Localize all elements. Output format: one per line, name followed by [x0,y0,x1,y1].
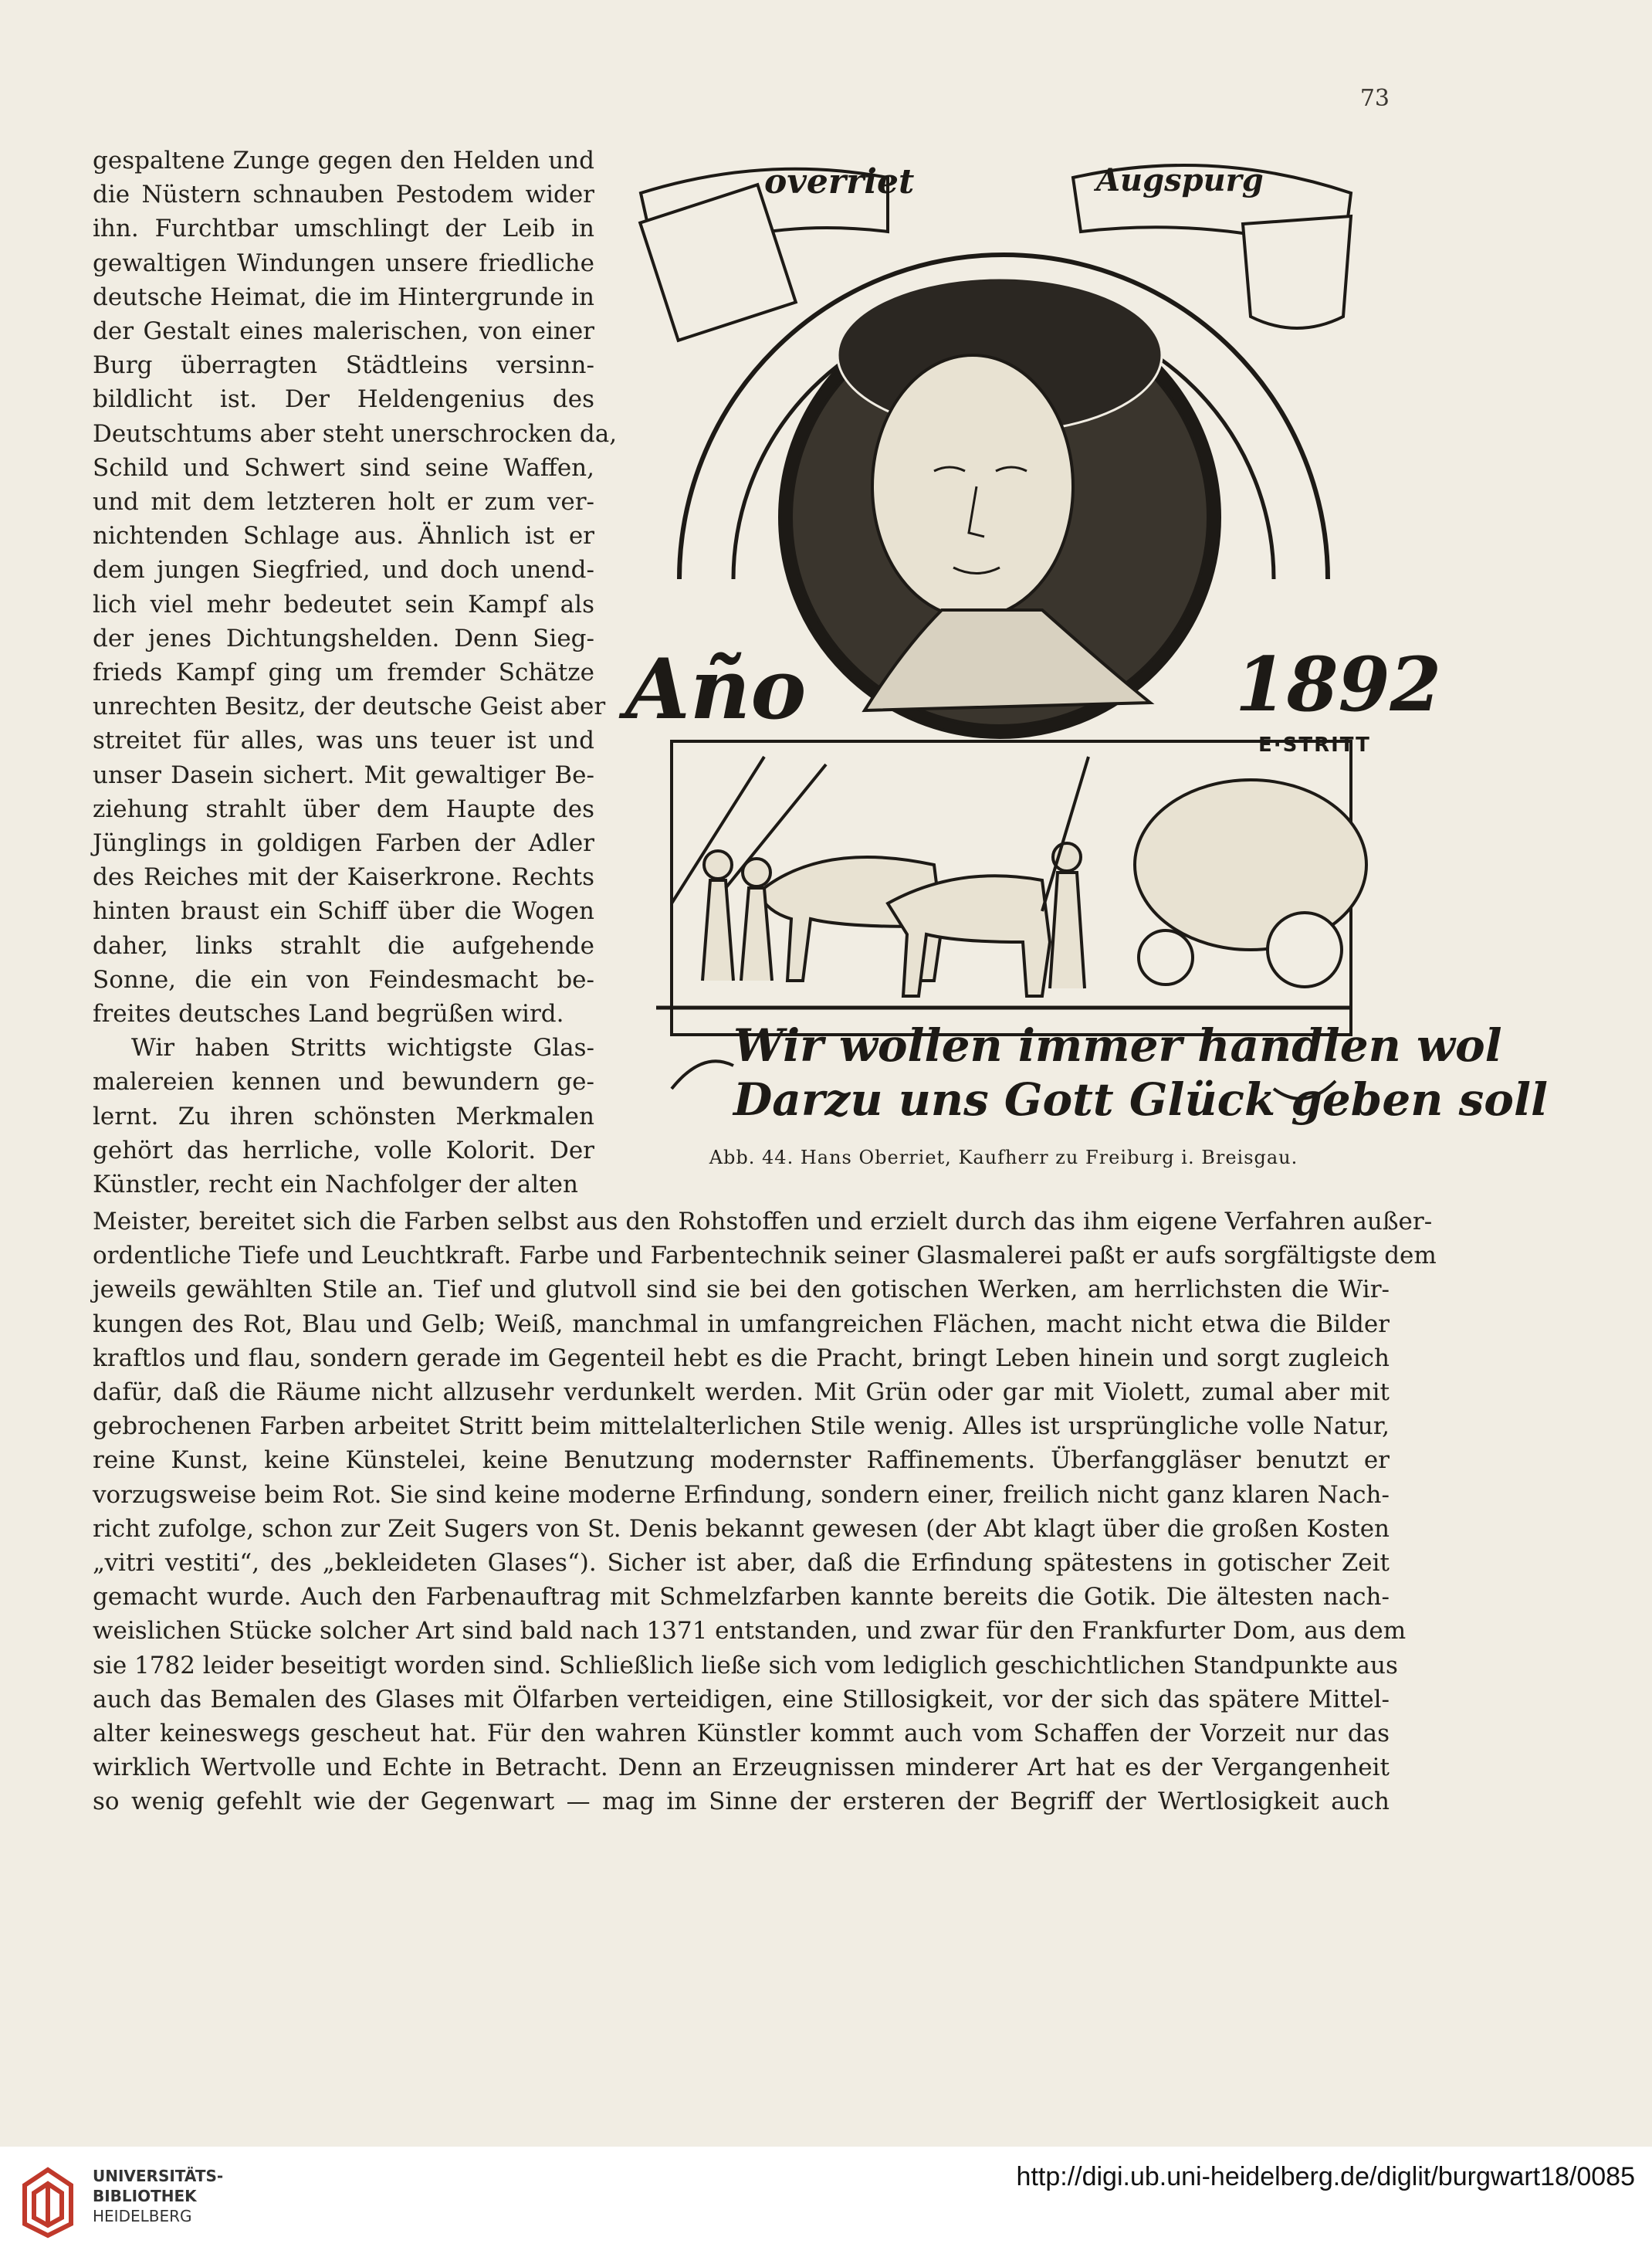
column-text-line: Sonne, die ein von Feindesmacht be- [93,965,594,994]
anno-text: Año [625,641,807,738]
column-text-line: hinten braust ein Schiff über die Wogen [93,897,594,926]
page-number: 73 [1359,85,1390,112]
column-text-line: Künstler, recht ein Nachfolger der alten [93,1171,578,1198]
column-text-line: Deutschtums aber steht unerschrocken da, [93,419,618,448]
full-text-line: ordentliche Tiefe und Leuchtkraft. Farbe und Farbentechnik seiner Glasmalerei paßt er aufs sorgfältigste dem [93,1242,1437,1270]
full-text-line: reine Kunst, keine Künstelei, keine Benutzung modernster Raffinements. Überfanggläser benutzt er [93,1446,1390,1475]
illustration-hans-oberriet [610,147,1549,1143]
banner-right-text: Augspurg [1096,162,1264,198]
column-text-line: Schild und Schwert sind seine Waffen, [93,453,594,482]
column-text-line: deutsche Heimat, die im Hintergrunde in [93,283,594,311]
column-text-line: Jünglings in goldigen Farben der Adler [93,829,594,857]
column-text-line: der Gestalt eines malerischen, von einer [93,317,594,345]
column-text-line: unser Dasein sichert. Mit gewaltiger Be- [93,761,594,789]
soldier-3 [1050,873,1085,988]
full-text-line: auch das Bemalen des Glases mit Ölfarben verteidigen, eine Stillosigkeit, vor der sich das spätere Mittel- [93,1685,1390,1713]
figure-caption: Abb. 44. Hans Oberriet, Kaufherr zu Freiburg i. Breisgau. [709,1147,1298,1168]
column-text-line: malereien kennen und bewundern ge- [93,1068,594,1096]
column-text-line: die Nüstern schnauben Pestodem wider [93,181,594,209]
library-name-line-3: HEIDELBERG [93,2207,192,2225]
motto-line-2: Darzu uns Gott Glück geben soll [733,1073,1549,1126]
column-text-line: gehört das herrliche, volle Kolorit. Der [93,1136,594,1164]
column-text-line: gespaltene Zunge gegen den Helden und [93,147,594,175]
full-text-line: gebrochenen Farben arbeitet Stritt beim mittelalterlichen Stile wenig. Alles ist ursprüngliche volle Natur, [93,1412,1390,1441]
column-text-line: dem jungen Siegfried, und doch unend- [93,556,594,585]
university-logo-icon [17,2162,82,2239]
full-text-line: vorzugsweise beim Rot. Sie sind keine moderne Erfindung, sondern einer, freilich nicht ganz klaren Nach- [93,1480,1390,1509]
column-text-line: und mit dem letzteren holt er zum ver- [93,488,594,516]
full-text-line: Meister, bereitet sich die Farben selbst aus den Rohstoffen und erzielt durch das ihm eigene Verfahren außer- [93,1208,1433,1235]
column-text-line: frieds Kampf ging um fremder Schätze [93,659,594,686]
full-text-line: „vitri vestiti“, des „bekleideten Glases“). Sicher ist aber, daß die Erfindung spätestens in gotischer Zeit [93,1549,1390,1577]
column-text-line: des Reiches mit der Kaiserkrone. Rechts [93,863,594,892]
library-name-line-1: UNIVERSITÄTS- [93,2167,224,2185]
full-text-line: kungen des Rot, Blau und Gelb; Weiß, manchmal in umfangreichen Flächen, macht nicht etwa die Bilder [93,1310,1390,1338]
column-text-line: gewaltigen Windungen unsere friedliche [93,249,594,277]
full-text-line: so wenig gefehlt wie der Gegenwart — mag im Sinne der ersteren der Begriff der Wertlosigkeit auch [93,1788,1390,1816]
full-text-line: richt zufolge, schon zur Zeit Sugers von St. Denis bekannt gewesen (der Abt klagt über die großen Kosten [93,1514,1390,1543]
year-text: 1892 [1235,641,1442,728]
full-text-line: kraftlos und flau, sondern gerade im Gegenteil hebt es die Pracht, bringt Leben hinein und sorgt zugleich [93,1344,1390,1372]
column-text-line: lernt. Zu ihren schönsten Merkmalen [93,1102,594,1130]
column-text-line: ihn. Furchtbar umschlingt der Leib in [93,215,594,243]
library-name-line-2: BIBLIOTHEK [93,2187,197,2205]
motto-line-1: Wir wollen immer handlen wol [733,1019,1502,1072]
column-text-line: bildlicht ist. Der Heldengenius des [93,385,594,414]
full-text-line: weislichen Stücke solcher Art sind bald nach 1371 entstanden, und zwar für den Frankfurter Dom, aus dem [93,1617,1407,1645]
column-text-line: der jenes Dichtungshelden. Denn Sieg- [93,624,594,652]
column-text-line: Wir haben Stritts wichtigste Glas- [131,1034,594,1063]
permalink-url[interactable]: http://digi.ub.uni-heidelberg.de/diglit/burgwart18/0085 [1016,2162,1635,2191]
banner-left-text: overriet [764,162,915,202]
full-text-line: sie 1782 leider beseitigt worden sind. Schließlich ließe sich vom lediglich geschichtlichen Standpunkte aus [93,1651,1398,1679]
artist-signature: E·STRITT [1258,734,1371,757]
full-text-line: dafür, daß die Räume nicht allzusehr verdunkelt werden. Mit Grün oder gar mit Violett, zumal aber mit [93,1378,1390,1406]
full-text-line: wirklich Wertvolle und Echte in Betracht. Denn an Erzeugnissen minderer Art hat es der Vergangenheit [93,1754,1390,1782]
full-text-line: jeweils gewählten Stile an. Tief und glutvoll sind sie bei den gotischen Werken, am herrlichsten die Wir- [93,1276,1390,1304]
column-text-line: unrechten Besitz, der deutsche Geist aber [93,693,606,721]
right-shield [1243,216,1351,328]
column-text-line: daher, links strahlt die aufgehende [93,931,594,960]
column-text-line: lich viel mehr bedeutet sein Kampf als [93,590,594,619]
column-text-line: streitet für alles, was uns teuer ist und [93,727,594,755]
column-text-line: Burg überragten Städtleins versinn- [93,351,594,380]
wagon-wheel [1268,913,1342,987]
column-text-line: ziehung strahlt über dem Haupte des [93,795,594,823]
full-text-line: alter keineswegs gescheut hat. Für den wahren Künstler kommt auch vom Schaffen der Vorzeit nur das [93,1720,1390,1747]
footer-bar [0,2147,1652,2264]
column-text-line: freites deutsches Land begrüßen wird. [93,1000,564,1028]
full-text-line: gemacht wurde. Auch den Farbenauftrag mit Schmelzfarben kannte bereits die Gotik. Die ältesten nach- [93,1583,1390,1612]
portrait-face [872,355,1073,618]
column-text-line: nichtenden Schlage aus. Ähnlich ist er [93,522,594,551]
